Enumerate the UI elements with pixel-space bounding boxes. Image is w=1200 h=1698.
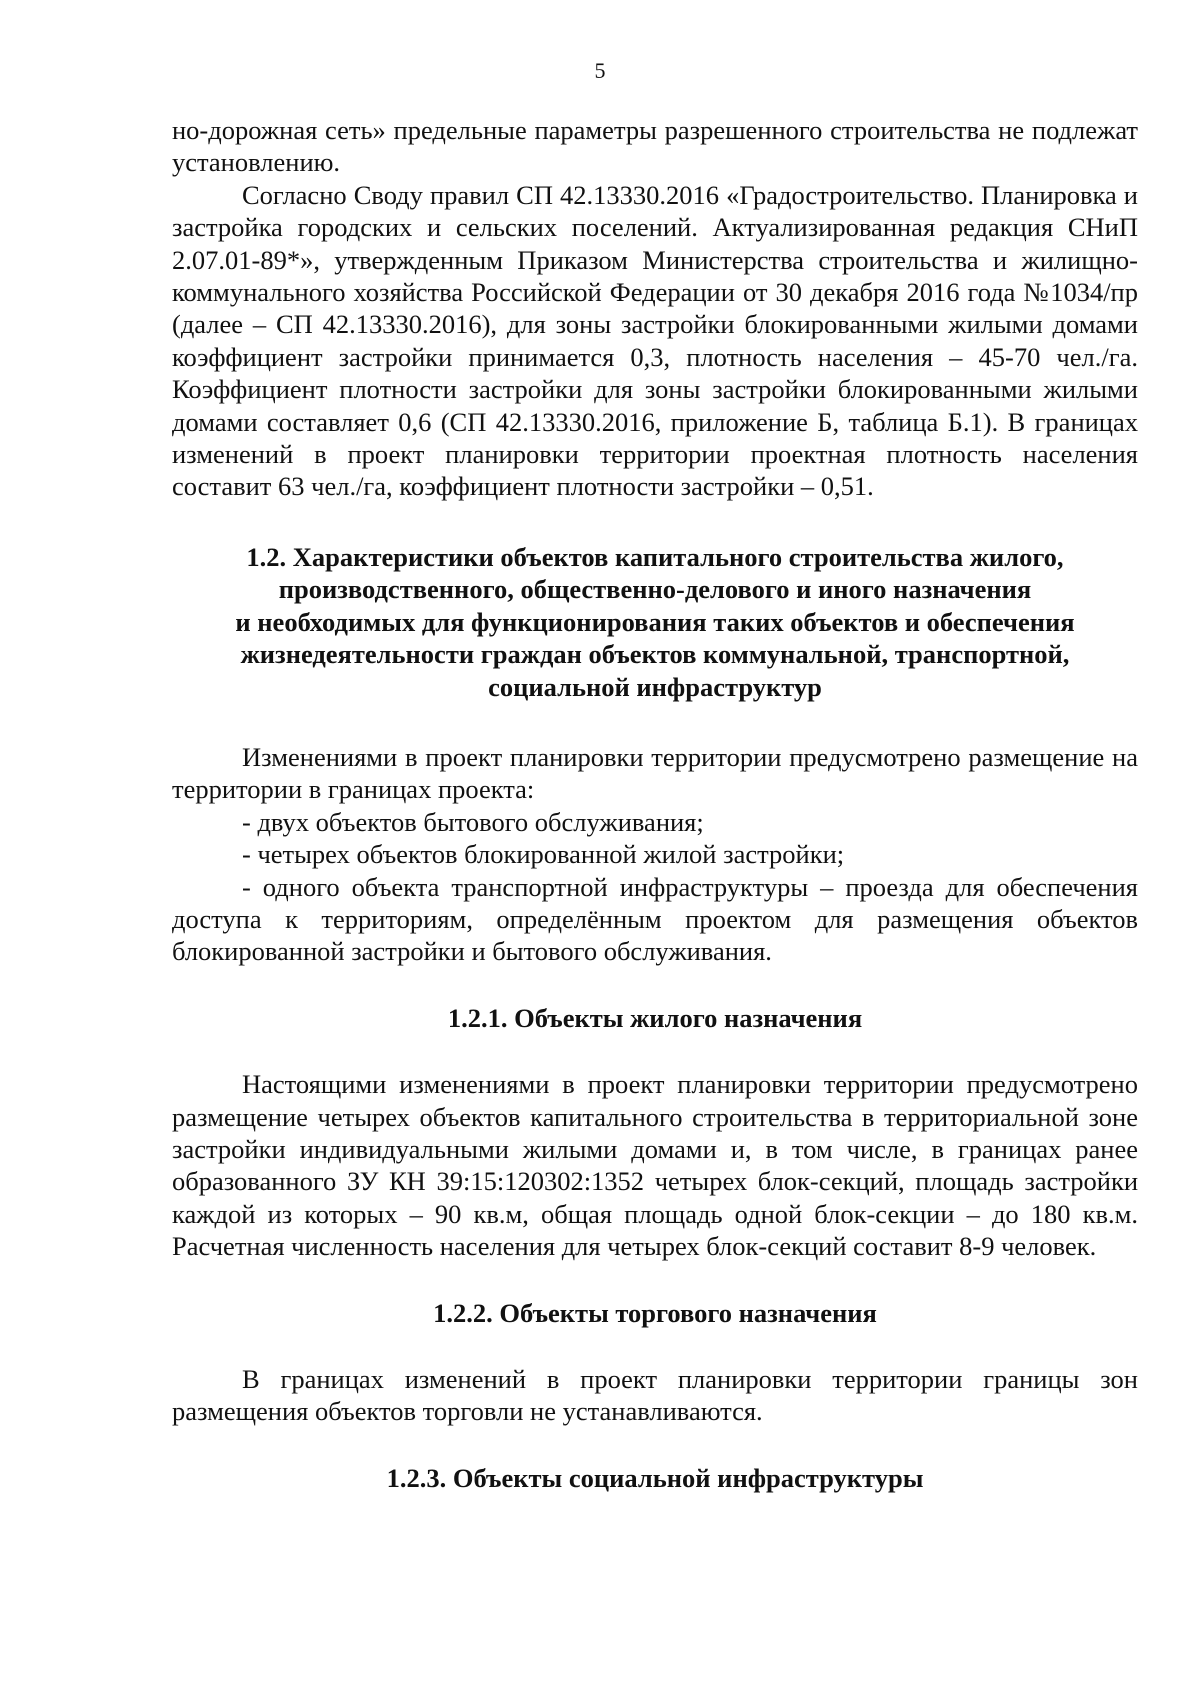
section-heading-line: и необходимых для функционирования таких объектов и обеспечения <box>235 606 1075 637</box>
paragraph-continuation: но-дорожная сеть» предельные параметры разрешенного строительства не подлежат установлению. <box>172 115 1138 178</box>
page-number: 5 <box>594 58 606 83</box>
subsection-heading-1-2-1: 1.2.1. Объекты жилого назначения <box>447 1002 863 1033</box>
section-heading-line: 1.2. Характеристики объектов капитального строительства жилого, <box>246 541 1064 572</box>
spacer <box>172 503 1138 541</box>
spacer <box>172 1263 1138 1297</box>
document-body <box>172 114 1138 1494</box>
spacer <box>172 1034 1138 1068</box>
paragraph-sp-norms: Согласно Своду правил СП 42.13330.2016 «Градостроительство. Планировка и застройка городских и сельских поселений. Актуализированная редакция СНиП 2.07.01-89*», утвержденным Приказом Министерства строительства и жилищно-коммунального хозяйства Российской Федерации от 30 декабря 2016 года №1034/пр (далее – СП 42.13330.2016), для зоны застройки блокированными жилыми домами коэффициент застройки принимается 0,3, плотность населения – 45-70 чел./га. Коэффициент плотности застройки для зоны застройки блокированными жилыми домами составляет 0,6 (СП 42.13330.2016, приложение Б, таблица Б.1). В границах изменений в проект планировки территории проектная плотность населения составит 63 чел./га, коэффициент плотности застройки – 0,51. <box>172 179 1138 502</box>
section-heading-line: социальной инфраструктур <box>488 671 822 702</box>
list-item: - одного объекта транспортной инфраструктуры – проезда для обеспечения доступа к территориям, определённым проектом для размещения объектов блокированной застройки и бытового обслуживания. <box>172 871 1138 967</box>
spacer <box>172 1428 1138 1462</box>
list-item: - четырех объектов блокированной жилой застройки; <box>242 839 845 870</box>
paragraph-residential: Настоящими изменениями в проект планировки территории предусмотрено размещение четырех объектов капитального строительства в территориальной зоне застройки индивидуальными жилыми домами и, в том числе, в границах ранее образованного ЗУ КН 39:15:120302:1352 четырех блок-секций, площадь застройки каждой из которых – 90 кв.м, общая площадь одной блок-секции – до 180 кв.м. Расчетная численность населения для четырех блок-секций составит 8-9 человек. <box>172 1069 1138 1262</box>
subsection-heading-1-2-3: 1.2.3. Объекты социальной инфраструктуры <box>386 1462 924 1493</box>
spacer <box>172 1329 1138 1363</box>
section-heading-1-2 <box>172 541 1138 703</box>
spacer <box>172 703 1138 741</box>
subsection-heading-1-2-2: 1.2.2. Объекты торгового назначения <box>433 1297 877 1328</box>
section-heading-line: производственного, общественно-делового и иного назначения <box>278 574 1032 605</box>
section-heading-line: жизнедеятельности граждан объектов коммунальной, транспортной, <box>240 639 1070 670</box>
spacer <box>172 968 1138 1002</box>
list-item: - двух объектов бытового обслуживания; <box>242 806 704 837</box>
paragraph-trade: В границах изменений в проект планировки территории границы зон размещения объектов торговли не устанавливаются. <box>172 1364 1138 1427</box>
paragraph-placement-intro: Изменениями в проект планировки территории предусмотрено размещение на территории в границах проекта: <box>172 741 1138 805</box>
